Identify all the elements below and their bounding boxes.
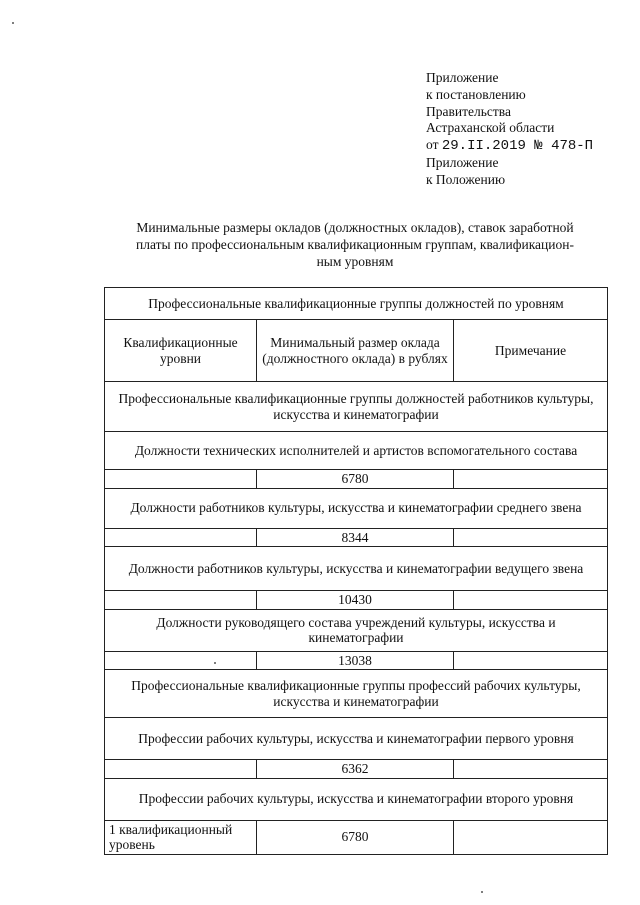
section-title: Профессии рабочих культуры, искусства и кинематографии первого уровня [105,718,608,760]
appendix-block [426,70,593,189]
table-row [105,651,608,670]
appendix-line: к Положению [426,171,506,187]
section-row [105,547,608,591]
section-title: Профессиональные квалификационные группы профессий рабочих культуры, искусства и кинематографии [105,670,608,718]
salary-amount-cell: 6362 [257,760,454,779]
section-row [105,609,608,651]
document-title [104,219,606,270]
section-row [105,718,608,760]
table-row [105,528,608,547]
table-row [105,591,608,610]
table-row [105,820,608,854]
title-line: ным уровням [316,254,394,269]
note-cell [454,528,608,547]
salary-amount-cell: 8344 [257,528,454,547]
appendix-line: Приложение [426,70,499,85]
salary-amount-cell: 6780 [257,820,454,854]
note-cell [454,651,608,670]
qualification-level-cell [105,528,257,547]
section-row [105,432,608,470]
note-cell [454,760,608,779]
note-cell [454,591,608,610]
appendix-line: Правительства [426,103,511,119]
column-header-amount: Минимальный размер оклада (должностного оклада) в рублях [257,320,454,382]
scan-speck [481,891,483,893]
section-title: Профессии рабочих культуры, искусства и кинематографии второго уровня [105,778,608,820]
qualification-level-cell [105,591,257,610]
table-row [105,760,608,779]
appendix-date-line [426,137,593,155]
appendix-line: Приложение [426,154,499,170]
section-row [105,488,608,528]
table-header-row [105,288,608,320]
section-row [105,382,608,432]
title-line: платы по профессиональным квалификационным группам, квалификацион- [136,237,574,252]
table-row [105,470,608,489]
section-title: Должности работников культуры, искусства и кинематографии среднего звена [105,488,608,528]
resolution-number: № 478-П [525,138,594,155]
table-column-header-row [105,320,608,382]
appendix-line: Астраханской области [426,120,555,136]
salary-amount-cell: 13038 [257,651,454,670]
qualification-level-cell [105,651,257,670]
note-cell [454,470,608,489]
appendix-line: к постановлению [426,86,526,102]
scan-speck [12,22,14,24]
note-cell [454,820,608,854]
resolution-date: 29.II.2019 [441,138,526,155]
salary-amount-cell: 10430 [257,591,454,610]
section-row [105,778,608,820]
title-line: Минимальные размеры окладов (должностных окладов), ставок заработной [136,220,574,235]
table-main-header: Профессиональные квалификационные группы должностей по уровням [105,288,608,320]
column-header-note: Примечание [454,320,608,382]
section-title: Должности работников культуры, искусства и кинематографии ведущего звена [105,547,608,591]
column-header-levels: Квалификационные уровни [105,320,257,382]
qualification-level-cell: 1 квалификационный уровень [105,820,257,854]
salary-table [104,287,608,855]
section-title: Должности руководящего состава учреждений культуры, искусства и кинематографии [105,609,608,651]
section-row [105,670,608,718]
qualification-level-cell [105,760,257,779]
date-prefix: от [426,137,442,153]
section-title: Должности технических исполнителей и артистов вспомогательного состава [105,432,608,470]
section-title: Профессиональные квалификационные группы должностей работников культуры, искусства и кинематографии [105,382,608,432]
salary-amount-cell: 6780 [257,470,454,489]
qualification-level-cell [105,470,257,489]
